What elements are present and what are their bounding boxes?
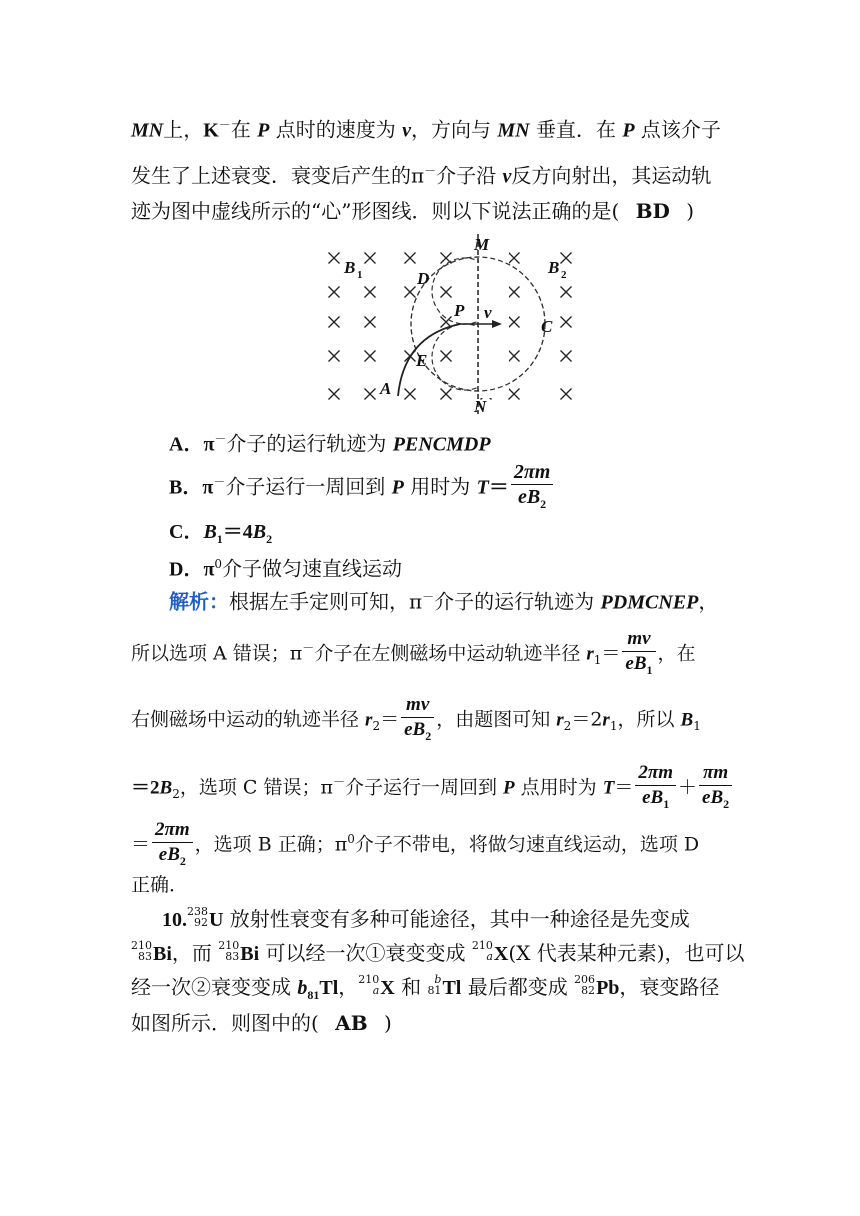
text: 发生了上述衰变．衰变后产生的π — [131, 163, 425, 188]
fraction — [152, 819, 193, 872]
atomic-number: 83 — [138, 950, 152, 963]
den-sub: 1 — [663, 796, 670, 811]
p-symbol: P — [257, 119, 270, 142]
k-symbol: K — [203, 119, 219, 142]
p-symbol: P — [503, 777, 515, 799]
mn-symbol: MN — [497, 119, 530, 142]
label-e: E — [416, 351, 428, 370]
den-sub: 2 — [179, 853, 186, 868]
equals: ＝ — [488, 476, 509, 499]
answer-text: BD — [635, 199, 670, 223]
isotope-index — [574, 974, 595, 996]
text: ， — [338, 975, 359, 999]
option-c — [169, 518, 272, 552]
atomic-number: 83 — [225, 950, 240, 963]
text: ，方向与 — [411, 117, 498, 142]
text: 介子在左侧磁场中运动轨迹半径 — [314, 642, 587, 665]
analysis-line-4 — [131, 758, 734, 818]
text: ＝2 — [131, 777, 160, 799]
superscript-minus: － — [424, 164, 437, 178]
sub: 2 — [266, 532, 273, 546]
label-n: N — [474, 397, 487, 416]
text: 点该介子 — [634, 117, 721, 142]
q9-line-2 — [131, 158, 711, 190]
label-b1-sub: 1 — [357, 269, 363, 281]
equals: ＝ — [131, 833, 151, 856]
text: ) — [686, 199, 695, 223]
v-symbol: v — [402, 119, 411, 142]
element-symbol: Tl — [319, 977, 339, 999]
element-symbol: Bi — [153, 943, 172, 965]
option-label: B．π — [169, 476, 214, 499]
element-symbol: X — [493, 943, 509, 965]
b-symbol: B — [203, 521, 217, 543]
isotope-index — [427, 974, 441, 996]
analysis-line-2 — [131, 624, 696, 684]
mass-number: 210 — [131, 939, 152, 952]
r-symbol: r — [365, 709, 373, 731]
p-symbol: P — [391, 476, 404, 499]
atomic-number: 81 — [427, 984, 442, 997]
superscript-minus: － — [302, 641, 315, 655]
mass-number: 210 — [471, 939, 493, 952]
den-sub: 2 — [540, 497, 547, 512]
t-symbol: T — [476, 476, 489, 499]
label-v: v — [484, 303, 492, 322]
option-a — [169, 426, 491, 458]
text: 迹为图中虚线所示的“心”形图线．则以下说法正确的是( — [131, 199, 620, 223]
option-label: A．π — [169, 433, 215, 456]
denominator — [699, 786, 732, 815]
q10-line-4 — [131, 1010, 392, 1036]
r-symbol: r — [586, 643, 594, 665]
denominator — [152, 843, 193, 872]
text: 介子做匀速直线运动 — [222, 556, 403, 581]
text: 右侧磁场中运动的轨迹半径 — [131, 708, 366, 731]
equals: ＝ — [601, 642, 621, 665]
den-sub: 1 — [646, 662, 653, 677]
fraction — [511, 461, 553, 515]
denominator — [635, 786, 676, 815]
element-symbol: U — [209, 909, 224, 931]
mass-number: 238 — [187, 905, 208, 918]
numerator: 2πm — [152, 819, 193, 843]
superscript-minus: － — [422, 590, 435, 604]
mn-symbol: MN — [131, 119, 164, 142]
text: 点时的速度为 — [269, 117, 403, 142]
text: 垂直．在 — [529, 117, 623, 142]
text: 和 — [394, 975, 428, 999]
superscript-zero: 0 — [347, 832, 355, 846]
text: ，衰变路径 — [619, 975, 720, 999]
fraction — [699, 762, 732, 815]
label-p: P — [454, 301, 465, 320]
den-sub: 2 — [723, 796, 730, 811]
sub: 2 — [172, 787, 180, 802]
sub: 2 — [372, 719, 381, 734]
isotope-index — [131, 940, 152, 962]
label-m: M — [474, 235, 490, 254]
text: 所以选项 A 错误；π — [131, 642, 303, 665]
atomic-number: 81 — [307, 988, 320, 1002]
sub: 1 — [693, 719, 701, 734]
label-a: A — [380, 379, 392, 398]
text: ，选项 B 正确；π — [194, 833, 348, 856]
den-text: eB — [517, 486, 541, 509]
analysis-line-6 — [131, 872, 188, 898]
label-b2-sub: 2 — [561, 269, 567, 281]
denominator — [622, 652, 655, 681]
q10-line-3 — [131, 974, 719, 1008]
sub: 1 — [216, 532, 223, 546]
atomic-number: 92 — [194, 916, 208, 929]
question-number: 10. — [162, 909, 187, 931]
sub: 1 — [593, 653, 602, 668]
label-d: D — [417, 269, 430, 288]
analysis-line-3 — [131, 694, 701, 750]
isotope-index — [472, 940, 493, 962]
atomic-number: a — [372, 984, 380, 997]
text: ， — [698, 589, 719, 614]
text: 在 — [230, 117, 258, 142]
text: 放射性衰变有多种可能途径，其中一种途径是先变成 — [223, 907, 690, 931]
superscript-minus: － — [218, 118, 231, 132]
isotope-index — [358, 974, 379, 996]
magnetic-field-figure — [320, 228, 590, 418]
numerator: mv — [622, 628, 655, 652]
superscript-minus: － — [332, 775, 345, 789]
element-symbol: X — [380, 977, 395, 999]
fraction — [401, 694, 434, 747]
equals: ＝ — [614, 776, 634, 799]
q10-line-2 — [131, 940, 745, 967]
label-b2: B — [548, 258, 560, 277]
text: ，在 — [657, 642, 696, 665]
text: ，由题图可知 — [436, 708, 557, 731]
option-d — [169, 551, 402, 583]
b-symbol: B — [680, 709, 694, 731]
sub: 2 — [563, 719, 572, 734]
element-symbol: Bi — [240, 943, 260, 965]
analysis-line-1 — [169, 584, 718, 616]
text: 反方向射出，其运动轨 — [511, 163, 712, 188]
text: 可以经一次①衰变变成 — [259, 941, 472, 965]
den-sub: 2 — [425, 728, 432, 743]
text: 上， — [163, 117, 204, 142]
sub: 1 — [609, 719, 618, 734]
fraction — [635, 762, 676, 815]
t-symbol: T — [602, 777, 615, 799]
numerator: 2πm — [635, 762, 676, 786]
text: 经一次②衰变变成 — [131, 975, 298, 999]
equals: ＝4 — [222, 521, 253, 543]
element-symbol: Tl — [442, 977, 462, 999]
isotope-index — [218, 940, 239, 962]
text: 介子沿 — [436, 163, 503, 188]
text: ，选项 C 错误；π — [179, 776, 333, 799]
text: 介子不带电，将做匀速直线运动，选项 D — [354, 833, 700, 856]
den-text: eB — [702, 786, 724, 808]
numerator: πm — [699, 762, 732, 786]
superscript-zero: 0 — [214, 557, 223, 571]
den-text: eB — [642, 786, 664, 808]
denominator — [401, 718, 434, 747]
analysis-line-5 — [131, 815, 699, 872]
atomic-number: 82 — [581, 984, 596, 997]
text: 根据左手定则可知，π — [229, 589, 423, 614]
den-text: eB — [625, 652, 647, 674]
b-symbol: B — [252, 521, 267, 543]
v-symbol: v — [502, 165, 512, 188]
text: 介子的运行轨迹为 — [226, 431, 393, 456]
mass-number: 206 — [574, 973, 596, 986]
text: 介子运行一周回到 — [344, 776, 504, 799]
option-label: D．π — [169, 558, 215, 581]
q9-line-3 — [131, 198, 694, 224]
analysis-tag: 解析： — [169, 589, 229, 614]
b-symbol: B — [159, 777, 173, 799]
fraction — [622, 628, 655, 681]
plus: ＋ — [678, 776, 698, 799]
text: 用时为 — [403, 474, 477, 499]
q10-line-1 — [162, 906, 690, 933]
text: 正确． — [131, 874, 189, 896]
den-text: eB — [158, 843, 180, 865]
element-symbol: Pb — [596, 977, 620, 999]
p-symbol: P — [622, 119, 635, 142]
text: 如图所示．则图中的( — [131, 1011, 319, 1035]
text: 点用时为 — [514, 776, 603, 799]
text: 介子的运行轨迹为 — [434, 589, 601, 614]
path-symbol: PENCMDP — [392, 433, 491, 456]
numerator: mv — [401, 694, 434, 718]
superscript-minus: － — [213, 475, 226, 489]
option-label: C． — [169, 521, 204, 543]
numerator: 2πm — [511, 461, 553, 485]
text: ＝2 — [571, 708, 603, 731]
mass-number: 210 — [358, 973, 380, 986]
text: 介子运行一周回到 — [225, 474, 392, 499]
mass-number: b — [434, 973, 442, 986]
denominator — [511, 485, 553, 515]
text: ) — [383, 1011, 392, 1035]
den-text: eB — [404, 719, 426, 740]
text: ，而 — [171, 941, 219, 965]
label-c: C — [541, 317, 553, 336]
atomic-number: a — [486, 950, 493, 963]
r-symbol: r — [556, 709, 564, 731]
r-symbol: r — [602, 709, 610, 731]
text: 最后都变成 — [461, 975, 575, 999]
answer-text: AB — [335, 1011, 368, 1035]
path-symbol: PDMCNEP — [600, 591, 699, 614]
superscript-minus: － — [214, 432, 227, 446]
mass-number: b — [297, 977, 308, 999]
isotope-index — [187, 906, 208, 928]
mass-number: 210 — [218, 939, 240, 952]
option-b — [169, 458, 555, 515]
label-b1: B — [344, 258, 356, 277]
text: (X 代表某种元素)，也可以 — [508, 941, 745, 965]
equals: ＝ — [380, 708, 400, 731]
text: ，所以 — [617, 708, 681, 731]
q9-line-1 — [131, 112, 721, 144]
